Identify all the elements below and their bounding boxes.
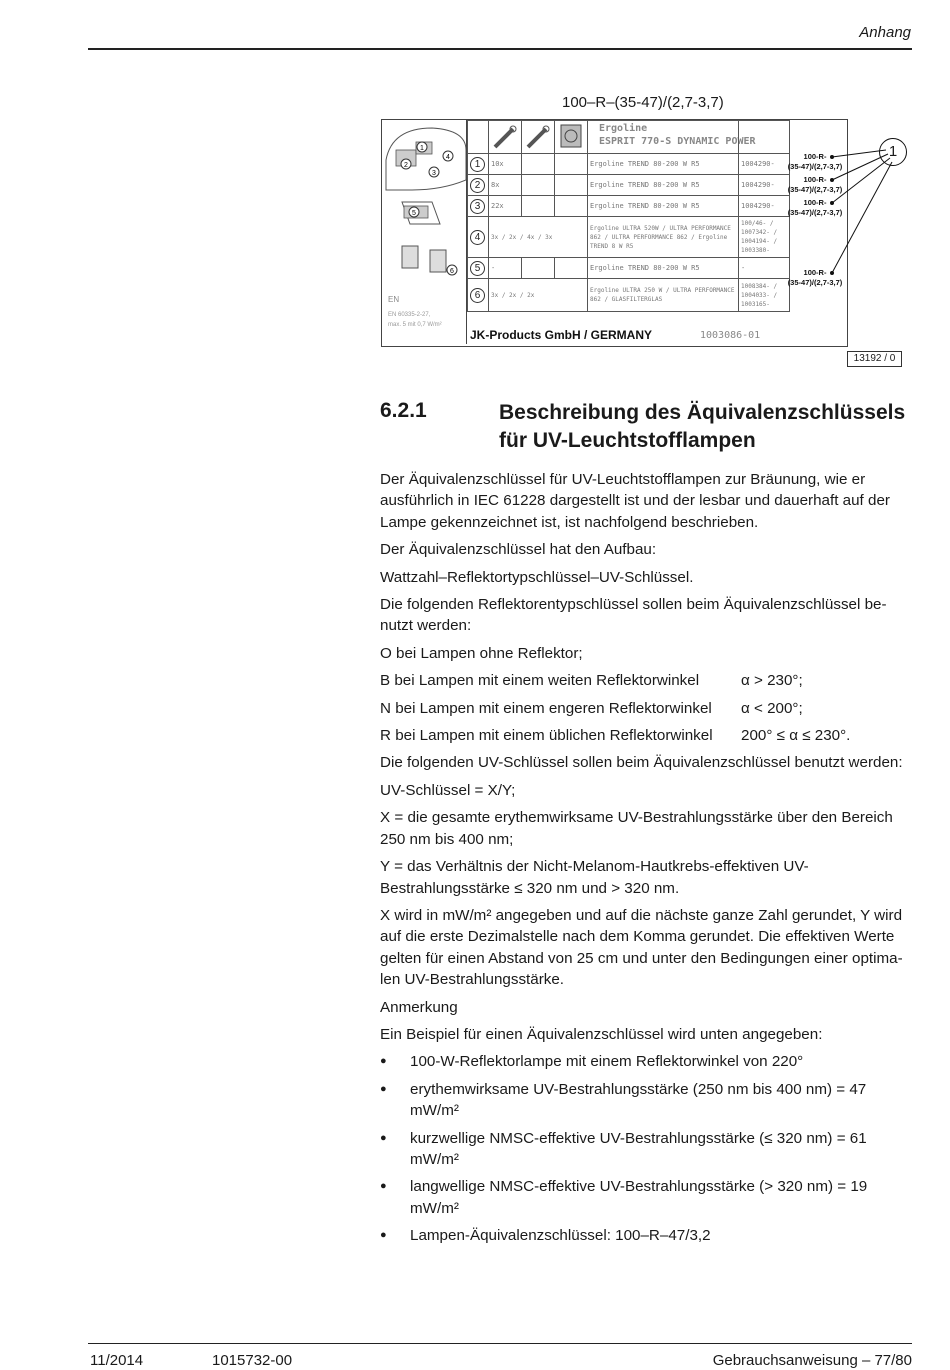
paragraph: Ein Beispiel für einen Äquivalenzschlüssel wird unten angegeben: <box>380 1025 823 1043</box>
lamp-icon <box>555 121 588 154</box>
svg-text:max. 5 mit 0,7 W/m²: max. 5 mit 0,7 W/m² <box>388 322 442 328</box>
label-brand: Ergoline ESPRIT 770-S DYNAMIC POWER <box>599 123 756 147</box>
body-text <box>380 469 916 1253</box>
footer-page: Gebrauchsanweisung – 77/80 <box>712 1352 912 1369</box>
paragraph: Y = das Verhältnis der Nicht-Melanom-Hautkrebs-effektiven UV-Bestrahlungsstärke ≤ 320 nm und > 320 nm. <box>380 858 809 897</box>
figure-id: 13192 / 0 <box>847 351 902 367</box>
list-item: ● langwellige NMSC-effektive UV-Bestrahlungsstärke (> 320 nm) = 19 mW/m² <box>380 1176 916 1219</box>
list-item: ● erythemwirksame UV-Bestrahlungsstärke (250 nm bis 400 nm) = 47 mW/m² <box>380 1079 916 1122</box>
lamp-table <box>467 120 790 312</box>
svg-text:5: 5 <box>412 210 416 217</box>
svg-text:2: 2 <box>404 162 408 169</box>
paragraph: UV-Schlüssel = X/Y; <box>380 781 516 799</box>
lamp-icon <box>489 121 522 154</box>
svg-text:1: 1 <box>420 145 424 152</box>
table-row: 2 8x Ergoline TREND 80-200 W R5 1004290- <box>468 175 790 196</box>
svg-text:4: 4 <box>446 154 450 161</box>
list-item: ● Lampen-Äquivalenzschlüssel: 100–R–47/3,2 <box>380 1225 916 1246</box>
reflector-row: B bei Lampen mit einem weiten Reflektorwinkel α > 230°; <box>380 672 803 690</box>
manufacturer: JK-Products GmbH / GERMANY <box>470 328 653 342</box>
paragraph: X wird in mW/m² angegeben und auf die nächste ganze Zahl gerundet, Y wird auf die erste Dezimalstelle nach dem Komma gerundet. Die effektiven Werte gelten für einen Abstand von 25 cm und unter den Bedingungen einer optima-len UV-Bestrahlungsstärke. <box>380 906 903 989</box>
svg-text:EN 60335-2-27,: EN 60335-2-27, <box>388 312 431 318</box>
paragraph: X = die gesamte erythemwirksame UV-Bestrahlungsstärke über den Bereich 250 nm bis 400 nm; <box>380 809 893 848</box>
paragraph: Die folgenden UV-Schlüssel sollen beim Äquivalenzschlüssel benutzt werden: <box>380 754 903 772</box>
list-item: ● 100-W-Reflektorlampe mit einem Reflektorwinkel von 220° <box>380 1051 916 1072</box>
header-rule <box>88 48 912 50</box>
svg-text:EN: EN <box>388 295 400 304</box>
table-row: 3 22x Ergoline TREND 80-200 W R5 1004290- <box>468 196 790 217</box>
code-tag: 100-R- (35-47)/(2,7-3,7) <box>787 152 843 171</box>
solarium-illustration <box>382 120 467 344</box>
paragraph: Anmerkung <box>380 998 458 1016</box>
footer-doc-number: 1015732-00 <box>212 1352 293 1369</box>
lamp-icon <box>522 121 555 154</box>
callout-number: 1 <box>879 138 907 166</box>
paragraph: Der Äquivalenzschlüssel für UV-Leuchtstofflampen zur Bräunung, wie er ausführlich in IEC 61228 dargestellt ist und der lesbar und dauerhaft auf der Lampe gekennzeichnet ist, ist nachfolgend beschrieben. <box>380 471 890 531</box>
svg-text:3: 3 <box>432 170 436 177</box>
svg-text:6: 6 <box>450 268 454 275</box>
running-header: Anhang <box>859 24 911 41</box>
example-list <box>380 1051 916 1246</box>
table-row: 4 3x / 2x / 4x / 3x Ergoline ULTRA 520W / ULTRA PERFORMANCE 862 / ULTRA PERFORMANCE 862 / Ergoline TREND 8 W R5 100/46- / 1007342- / 1004194- / 1003380- <box>468 217 790 258</box>
code-tag: 100-R- (35-47)/(2,7-3,7) <box>787 268 843 287</box>
list-item: ● kurzwellige NMSC-effektive UV-Bestrahlungsstärke (≤ 320 nm) = 61 mW/m² <box>380 1128 916 1171</box>
section-number: 6.2.1 <box>380 399 427 422</box>
footer-date: 11/2014 <box>90 1352 144 1369</box>
type-label-figure <box>381 119 848 347</box>
figure-caption: 100–R–(35-47)/(2,7-3,7) <box>562 94 724 111</box>
label-serial: 1003086-01 <box>700 330 761 341</box>
paragraph: Der Äquivalenzschlüssel hat den Aufbau: <box>380 541 657 559</box>
table-row: 1 10x Ergoline TREND 80-200 W R5 1004290- <box>468 154 790 175</box>
paragraph: O bei Lampen ohne Reflektor; <box>380 644 583 662</box>
footer-rule <box>88 1343 912 1344</box>
table-row: 6 3x / 2x / 2x Ergoline ULTRA 250 W / ULTRA PERFORMANCE 862 / GLASFILTERGLAS 1008384- / 1004033- / 1003165- <box>468 279 790 312</box>
reflector-row: R bei Lampen mit einem üblichen Reflektorwinkel 200° ≤ α ≤ 230°. <box>380 727 851 745</box>
section-title: Beschreibung des Äquivalenzschlüssels für UV-Leuchtstofflampen <box>499 401 906 452</box>
paragraph: Die folgenden Reflektorentypschlüssel sollen beim Äquivalenzschlüssel be-nutzt werden: <box>380 596 887 635</box>
paragraph: Wattzahl–Reflektortypschlüssel–UV-Schlüssel. <box>380 568 694 586</box>
code-tag: 100-R- (35-47)/(2,7-3,7) <box>787 198 843 217</box>
code-tag: 100-R- (35-47)/(2,7-3,7) <box>787 175 843 194</box>
reflector-row: N bei Lampen mit einem engeren Reflektorwinkel α < 200°; <box>380 699 803 717</box>
lamp-table-header <box>468 121 790 154</box>
table-row: 5 - Ergoline TREND 80-200 W R5 - <box>468 258 790 279</box>
